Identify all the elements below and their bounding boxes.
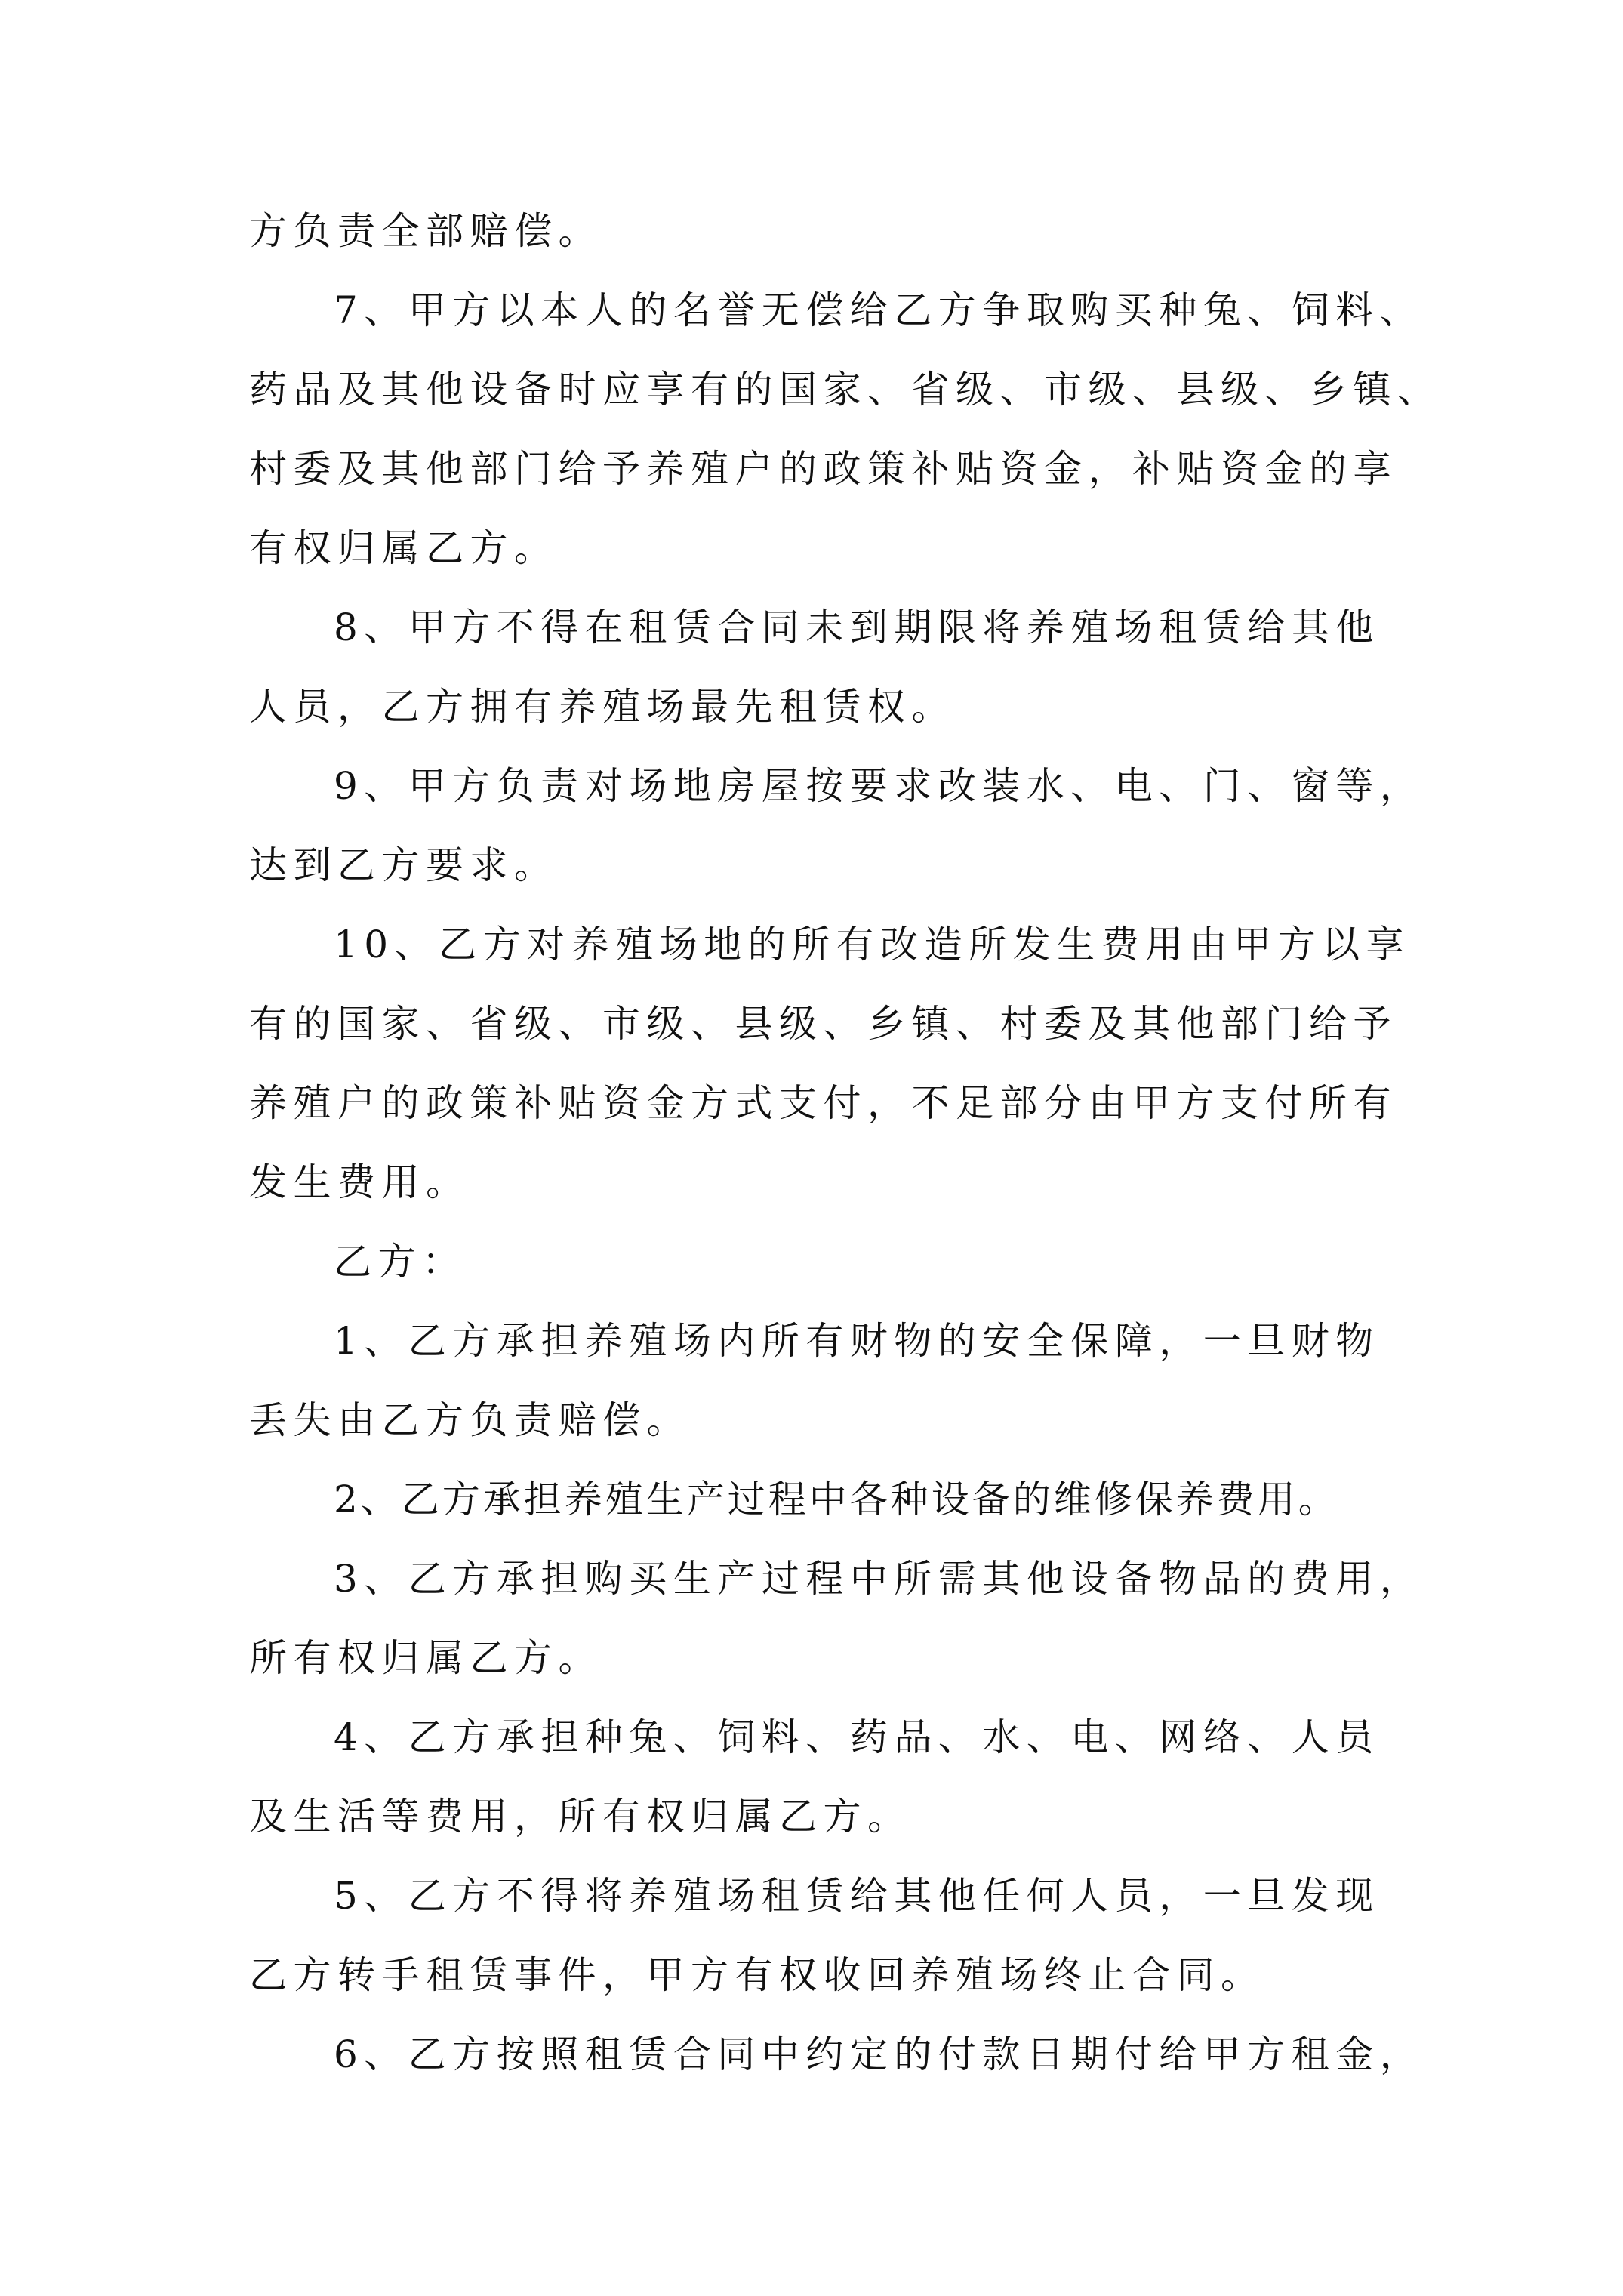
- text-line: 丢失由乙方负责赔偿。: [249, 1398, 691, 1442]
- text-line: 达到乙方要求。: [249, 843, 559, 887]
- text-line: 有权归属乙方。: [249, 526, 559, 570]
- text-line: 有的国家、省级、市级、县级、乡镇、村委及其他部门给予: [249, 1002, 1397, 1046]
- text-line: 4、乙方承担种兔、饲料、药品、水、电、网络、人员: [334, 1715, 1380, 1759]
- text-line: 药品及其他设备时应享有的国家、省级、市级、县级、乡镇、: [249, 368, 1442, 411]
- text-line: 养殖户的政策补贴资金方式支付，不足部分由甲方支付所有: [249, 1081, 1397, 1125]
- text-line: 7、甲方以本人的名誉无偿给乙方争取购买种兔、饲料、: [334, 288, 1424, 332]
- text-line: 10、乙方对养殖场地的所有改造所发生费用由甲方以享: [334, 923, 1411, 966]
- text-line: 8、甲方不得在租赁合同未到期限将养殖场租赁给其他: [334, 606, 1380, 649]
- section-heading: 乙方：: [334, 1240, 467, 1284]
- text-line: 人员，乙方拥有养殖场最先租赁权。: [249, 685, 956, 729]
- text-line: 发生费用。: [249, 1160, 470, 1204]
- document-body: [249, 208, 1442, 2110]
- text-line: 1、乙方承担养殖场内所有财物的安全保障，一旦财物: [334, 1319, 1380, 1363]
- text-line: 方负责全部赔偿。: [249, 209, 602, 253]
- text-line: 5、乙方不得将养殖场租赁给其他任何人员，一旦发现: [334, 1874, 1380, 1918]
- text-line: 所有权归属乙方。: [249, 1636, 602, 1680]
- text-line: 3、乙方承担购买生产过程中所需其他设备物品的费用，: [334, 1557, 1424, 1601]
- text-line: 9、甲方负责对场地房屋按要求改装水、电、门、窗等，: [334, 764, 1424, 808]
- text-line: 及生活等费用，所有权归属乙方。: [249, 1795, 912, 1838]
- text-line: 村委及其他部门给予养殖户的政策补贴资金，补贴资金的享: [249, 447, 1397, 491]
- text-line: 6、乙方按照租赁合同中约定的付款日期付给甲方租金，: [334, 2032, 1424, 2076]
- text-line: 2、乙方承担养殖生产过程中各种设备的维修保养费用。: [334, 1478, 1339, 1521]
- text-line: 乙方转手租赁事件，甲方有权收回养殖场终止合同。: [249, 1953, 1265, 1997]
